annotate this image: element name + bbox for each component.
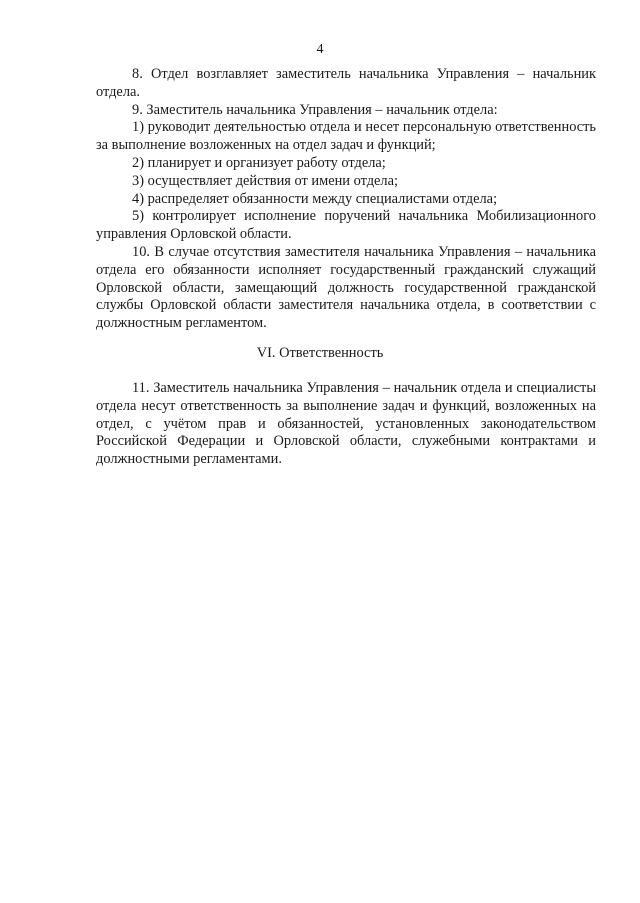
list-item-4: 4) распределяет обязанности между специалистами отдела; [132, 190, 498, 207]
paragraph-10: 10. В случае отсутствия заместителя начальника Управления – начальника отдела его обязанности исполняет государственный гражданский служащий Орловской области, замещающий должность государственной гражданской службы Орловской области заместителя начальника отдела, в соответствии с должностным регламентом. [96, 243, 596, 332]
list-item-1: 1) руководит деятельностью отдела и несет персональную ответственность за выполнение возложенных на отдел задач и функций; [96, 119, 596, 154]
section-body [96, 66, 596, 333]
responsibility-section [96, 380, 596, 469]
paragraph-8: 8. Отдел возглавляет заместитель начальника Управления – начальник отдела. [96, 66, 596, 100]
section-heading: VI. Ответственность [256, 345, 384, 361]
list-item-3: 3) осуществляет действия от имени отдела; [132, 172, 398, 189]
list-item-2: 2) планирует и организует работу отдела; [132, 154, 386, 171]
paragraph-11: 11. Заместитель начальника Управления – начальник отдела и специалисты отдела несут ответственность за выполнение задач и функций, возложенных на отдел, с учётом прав и обязанностей, установленных законодательством Российской Федерации и Орловской области, служебными контрактами и должностными регламентами. [96, 380, 596, 468]
list-item-5: 5) контролирует исполнение поручений начальника Мобилизационного управления Орловской области. [96, 208, 596, 243]
page-number: 4 [316, 42, 324, 57]
paragraph-9: 9. Заместитель начальника Управления – начальник отдела: [132, 101, 498, 118]
